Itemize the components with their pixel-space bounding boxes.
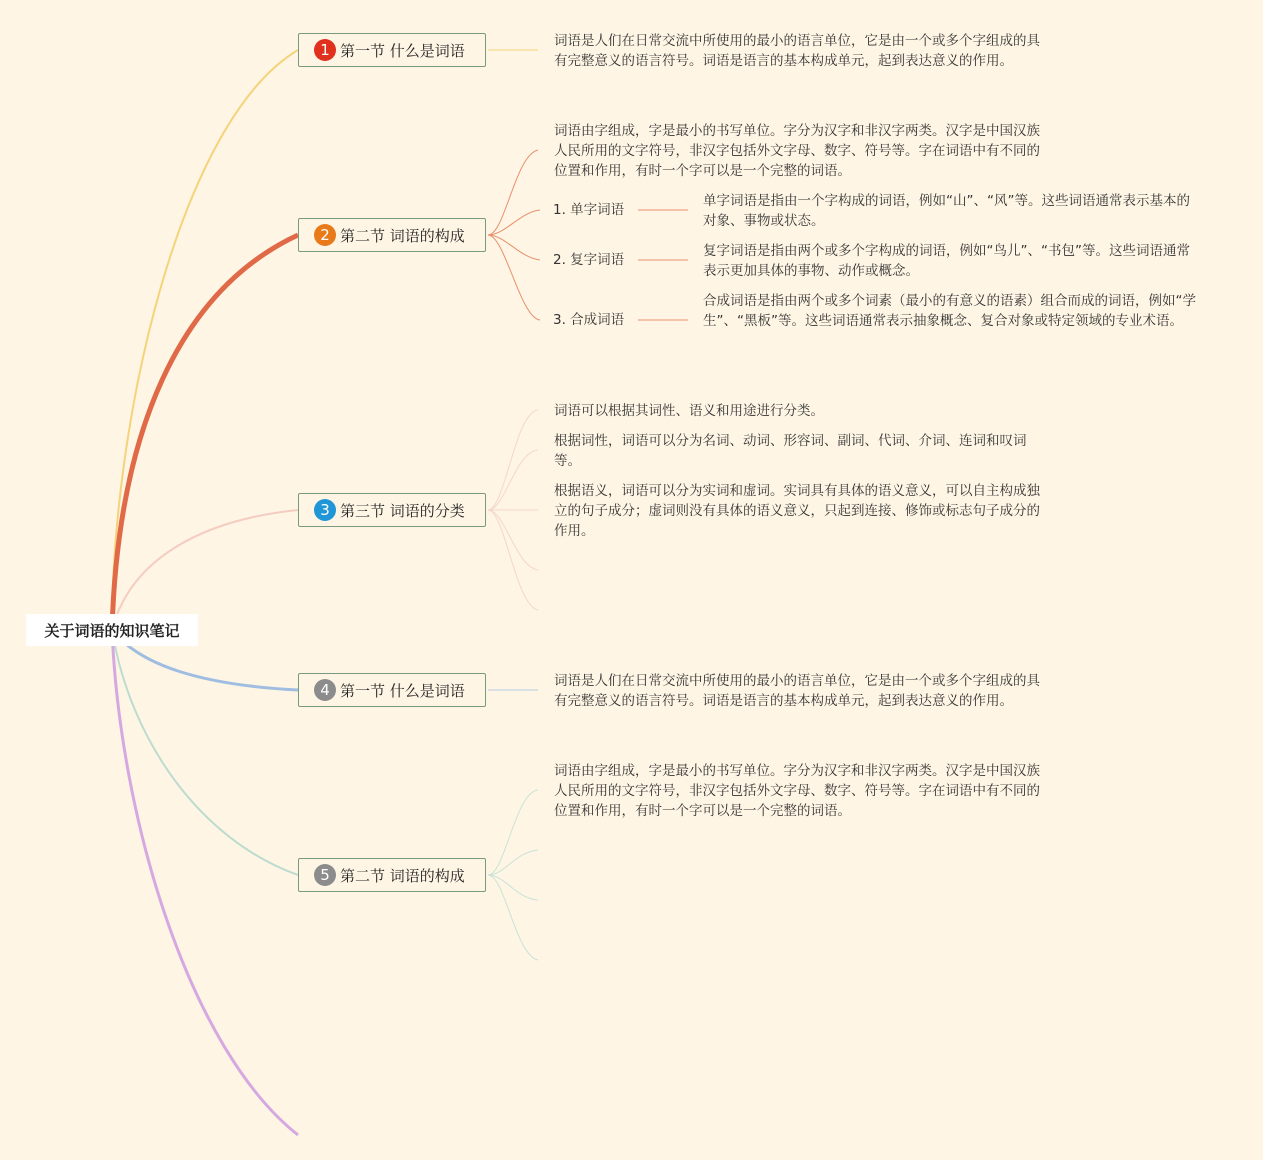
subtopic-multi-char[interactable]: 2. 复字词语 [553,252,625,268]
branch-line-5 [112,630,298,875]
topic-4-note: 词语是人们在日常交流中所使用的最小的语言单位，它是由一个或多个字组成的具有完整意义的语言符号。词语是语言的基本构成单元，起到表达意义的作用。 [554,673,1040,709]
topic-1-note: 词语是人们在日常交流中所使用的最小的语言单位，它是由一个或多个字组成的具有完整意义的语言符号。词语是语言的基本构成单元，起到表达意义的作用。 [554,33,1040,69]
topic-3-label: 第三节 词语的分类 [340,501,465,520]
subtopic-single-char-note: 单字词语是指由一个字构成的词语，例如“山”、“风”等。这些词语通常表示基本的对象、事物或状态。 [703,193,1190,229]
number-badge-5-icon: 5 [314,864,336,886]
subtopic-compound-note: 合成词语是指由两个或多个词素（最小的有意义的语素）组合而成的词语，例如“学生”、“黑板”等。这些词语通常表示抽象概念、复合对象或特定领域的专业术语。 [703,293,1196,329]
topic-2[interactable] [298,218,486,252]
branch-line-3 [112,510,298,630]
topic-3-note-2: 根据词性，词语可以分为名词、动词、形容词、副词、代词、介词、连词和叹词等。 [554,433,1027,469]
topic-5-note: 词语由字组成，字是最小的书写单位。字分为汉字和非汉字两类。汉字是中国汉族人民所用的文字符号，非汉字包括外文字母、数字、符号等。字在词语中有不同的位置和作用，有时一个字可以是一个完整的词语。 [554,763,1040,819]
subtopic-compound[interactable]: 3. 合成词语 [553,312,625,328]
topic-4[interactable] [298,673,486,707]
topic-3-note-1: 词语可以根据其词性、语义和用途进行分类。 [554,403,824,419]
topic-2-note: 词语由字组成，字是最小的书写单位。字分为汉字和非汉字两类。汉字是中国汉族人民所用的文字符号，非汉字包括外文字母、数字、符号等。字在词语中有不同的位置和作用，有时一个字可以是一个完整的词语。 [554,123,1040,179]
number-badge-3-icon: 3 [314,499,336,521]
topic-3-note-3: 根据语义，词语可以分为实词和虚词。实词具有具体的语义意义，可以自主构成独立的句子成分；虚词则没有具体的语义意义，只起到连接、修饰或标志句子成分的作用。 [554,483,1040,539]
topic-4-label: 第一节 什么是词语 [340,681,465,700]
number-badge-1-icon: 1 [314,39,336,61]
root-topic[interactable]: 关于词语的知识笔记 [26,614,198,646]
topic-2-label: 第二节 词语的构成 [340,226,465,245]
topic-1-label: 第一节 什么是词语 [340,41,465,60]
subtopic-single-char[interactable]: 1. 单字词语 [553,202,625,218]
topic-5[interactable] [298,858,486,892]
topic-1[interactable] [298,33,486,67]
subtopic-multi-char-note: 复字词语是指由两个或多个字构成的词语，例如“鸟儿”、“书包”等。这些词语通常表示更加具体的事物、动作或概念。 [703,243,1190,279]
topic-5-label: 第二节 词语的构成 [340,866,465,885]
topic-3[interactable] [298,493,486,527]
number-badge-2-icon: 2 [314,224,336,246]
number-badge-4-icon: 4 [314,679,336,701]
branch-line-2 [112,235,298,630]
branch-line-6 [112,630,298,1135]
branch-line-1 [112,50,298,630]
